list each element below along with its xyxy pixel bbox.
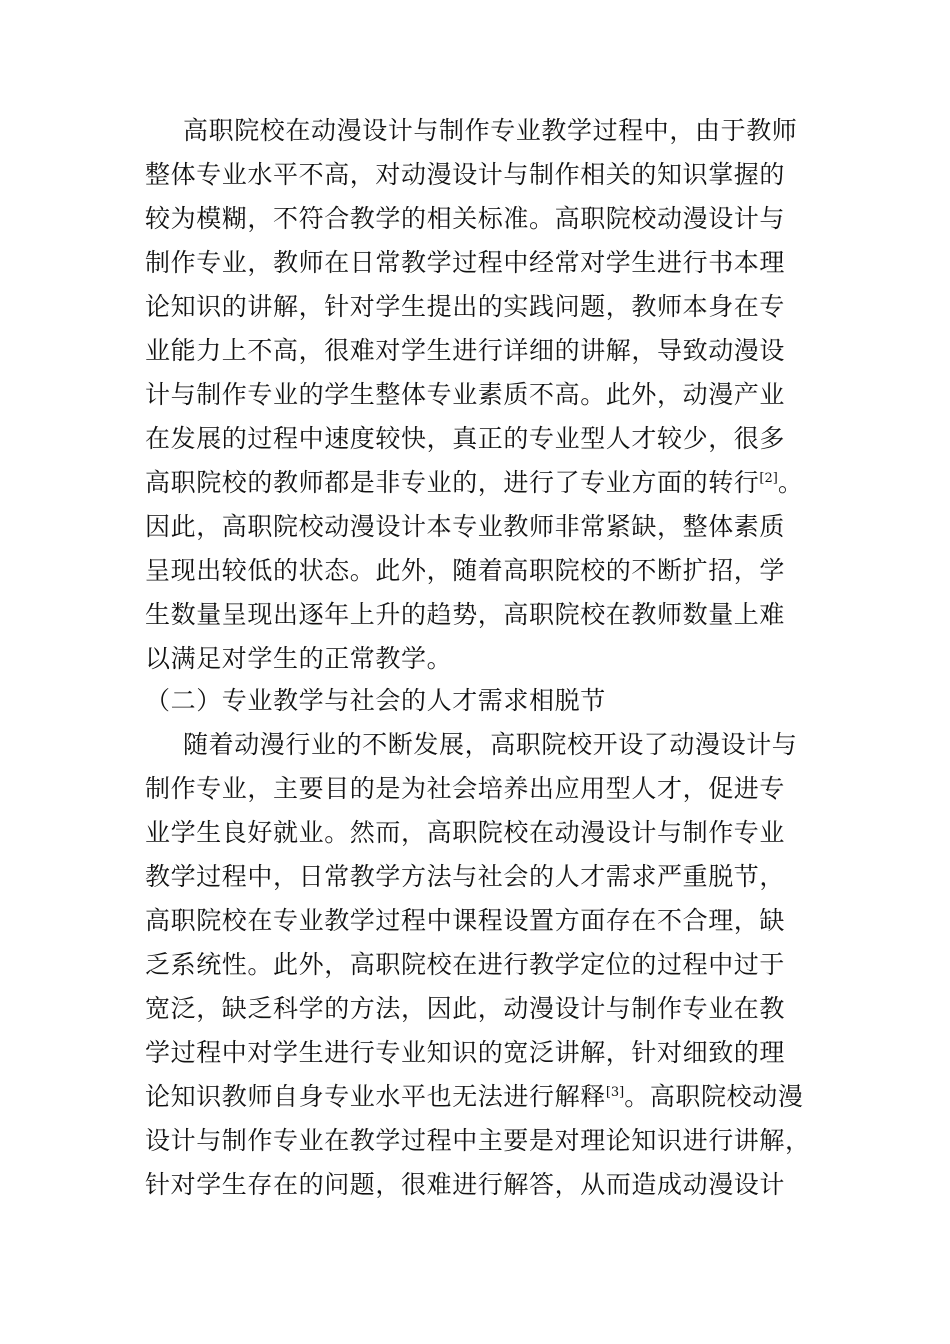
text-line: 业能力上不高，很难对学生进行详细的讲解，导致动漫设 (145, 336, 786, 365)
text-line: 学过程中对学生进行专业知识的宽泛讲解，针对细致的理 (145, 1038, 786, 1067)
text-line: 制作专业，教师在日常教学过程中经常对学生进行书本理 (145, 248, 786, 277)
text-line: 呈现出较低的状态。此外，随着高职院校的不断扩招，学 (145, 556, 786, 585)
text-line (145, 466, 803, 500)
text-line: 在发展的过程中速度较快，真正的专业型人才较少，很多 (145, 424, 786, 453)
text-line: 随着动漫行业的不断发展，高职院校开设了动漫设计与 (183, 730, 798, 759)
text-line: 生数量呈现出逐年上升的趋势，高职院校在教师数量上难 (145, 600, 786, 629)
text-line: 计与制作专业的学生整体专业素质不高。此外，动漫产业 (145, 380, 786, 409)
text-line: 高职院校在专业教学过程中课程设置方面存在不合理，缺 (145, 906, 786, 935)
citation-ref: [3] (605, 1085, 625, 1100)
text-line: 业学生良好就业。然而，高职院校在动漫设计与制作专业 (145, 818, 786, 847)
text-span: 高职院校的教师都是非专业的，进行了专业方面的转行 (145, 468, 760, 497)
text-span: 论知识教师自身专业水平也无法进行解释 (145, 1082, 606, 1111)
text-line: 论知识的讲解，针对学生提出的实践问题，教师本身在专 (145, 292, 786, 321)
text-line: 针对学生存在的问题，很难进行解答，从而造成动漫设计 (145, 1170, 786, 1199)
text-line: 以满足对学生的正常教学。 (145, 644, 453, 673)
text-line: 较为模糊，不符合教学的相关标准。高职院校动漫设计与 (145, 204, 786, 233)
text-line: 设计与制作专业在教学过程中主要是对理论知识进行讲解， (145, 1126, 811, 1155)
text-span: 。 (777, 468, 804, 497)
text-line: 制作专业，主要目的是为社会培养出应用型人才，促进专 (145, 774, 786, 803)
text-line: 高职院校在动漫设计与制作专业教学过程中，由于教师 (183, 116, 798, 145)
section-heading: （二）专业教学与社会的人才需求相脱节 (145, 686, 606, 715)
text-line: 整体专业水平不高，对动漫设计与制作相关的知识掌握的 (145, 160, 786, 189)
text-line (145, 1080, 803, 1114)
text-line: 教学过程中，日常教学方法与社会的人才需求严重脱节， (145, 862, 786, 891)
text-line: 宽泛，缺乏科学的方法，因此，动漫设计与制作专业在教 (145, 994, 786, 1023)
text-line: 乏系统性。此外，高职院校在进行教学定位的过程中过于 (145, 950, 786, 979)
text-span: 。高职院校动漫 (624, 1082, 804, 1111)
text-line: 因此，高职院校动漫设计本专业教师非常紧缺，整体素质 (145, 512, 786, 541)
citation-ref: [2] (759, 471, 778, 486)
